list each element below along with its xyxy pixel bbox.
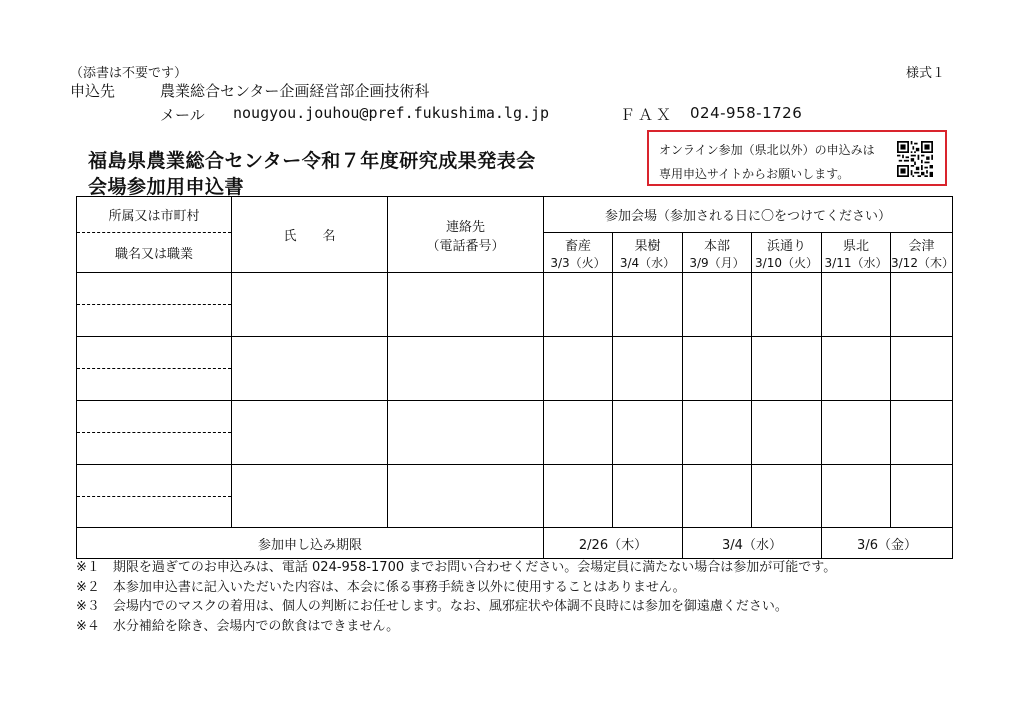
venue-check-cell[interactable] [891, 337, 953, 401]
venue-date: 3/12（木） [891, 255, 954, 270]
page-title: 福島県農業総合センター令和７年度研究成果発表会 [88, 150, 536, 172]
header-affiliation: 所属又は市町村 [77, 197, 232, 233]
venue-check-cell[interactable] [683, 401, 752, 465]
apply-to-org: 農業総合センター企画経営部企画技術科 [160, 82, 430, 100]
deadline-value: 3/4（水） [683, 528, 822, 559]
fax-label: ＦＡＸ [620, 106, 675, 124]
venue-name: 県北 [842, 238, 869, 254]
fax-number: 024-958-1726 [690, 104, 803, 122]
venue-header-cell [891, 233, 953, 273]
note-item: ※３ 会場内でのマスクの着用は、個人の判断にお任せします。なお、風邪症状や体調不良時には参加を御遠慮ください。 [76, 599, 788, 614]
venue-header-cell [752, 233, 822, 273]
venue-check-cell[interactable] [891, 273, 953, 337]
note-item: ※１ 期限を過ぎてのお申込みは、電話 024-958-1700 までお問い合わせください。会場定員に満たない場合は参加が可能です。 [76, 560, 837, 575]
deadline-row [77, 528, 953, 559]
header-job: 職名又は職業 [77, 233, 232, 273]
name-cell[interactable] [232, 273, 388, 337]
venue-check-cell[interactable] [544, 337, 613, 401]
contact-cell[interactable] [388, 337, 544, 401]
venue-check-cell[interactable] [822, 337, 891, 401]
venue-header-cell [822, 233, 891, 273]
qr-code-icon[interactable] [897, 141, 933, 177]
note-item: ※４ 水分補給を除き、会場内での飲食はできません。 [76, 618, 400, 634]
venue-check-cell[interactable] [891, 401, 953, 465]
apply-to-label: 申込先 [70, 82, 116, 100]
venue-check-cell[interactable] [683, 273, 752, 337]
venue-check-cell[interactable] [752, 273, 822, 337]
venue-name: 浜通り [766, 238, 806, 254]
venue-name: 畜産 [564, 238, 591, 254]
venue-date: 3/4（水） [619, 255, 676, 270]
venue-date: 3/11（水） [824, 255, 888, 270]
header-name: 氏 名 [232, 197, 388, 273]
online-application-box [647, 130, 947, 186]
venue-header-cell [544, 233, 613, 273]
affiliation-job-cell[interactable] [77, 273, 232, 337]
header-venue: 参加会場（参加される日に〇をつけてください） [544, 197, 953, 233]
deadline-label: 参加申し込み期限 [77, 528, 544, 559]
entry-row [77, 273, 953, 337]
venue-date: 3/9（月） [689, 255, 745, 270]
venue-check-cell[interactable] [752, 401, 822, 465]
name-cell[interactable] [232, 401, 388, 465]
venue-check-cell[interactable] [683, 337, 752, 401]
mail-address: nougyou.jouhou@pref.fukushima.lg.jp [233, 104, 550, 122]
header-contact [388, 197, 544, 273]
form-number: 様式１ [906, 66, 946, 81]
no-cover-note: （添書は不要です） [70, 66, 188, 81]
deadline-value: 3/6（金） [822, 528, 953, 559]
header-contact-sub: （電話番号） [426, 238, 505, 254]
entry-row [77, 401, 953, 465]
venue-name: 会津 [908, 238, 935, 254]
venue-check-cell[interactable] [613, 401, 683, 465]
affiliation-job-cell[interactable] [77, 465, 232, 528]
note-item: ※２ 本参加申込書に記入いただいた内容は、本会に係る事務手続き以外に使用することはありません。 [76, 579, 686, 595]
notes-list [76, 558, 836, 636]
venue-check-cell[interactable] [822, 273, 891, 337]
affiliation-job-cell[interactable] [77, 337, 232, 401]
venue-check-cell[interactable] [544, 273, 613, 337]
name-cell[interactable] [232, 465, 388, 528]
contact-cell[interactable] [388, 273, 544, 337]
contact-cell[interactable] [388, 465, 544, 528]
affiliation-job-cell[interactable] [77, 401, 232, 465]
venue-check-cell[interactable] [822, 401, 891, 465]
online-note-line1: オンライン参加（県北以外）の申込みは [659, 143, 875, 157]
venue-check-cell[interactable] [544, 465, 613, 528]
venue-name: 本部 [703, 238, 730, 254]
header-contact-label: 連絡先 [445, 219, 485, 235]
venue-check-cell[interactable] [822, 465, 891, 528]
venue-check-cell[interactable] [613, 273, 683, 337]
page-subtitle: 会場参加用申込書 [88, 176, 245, 198]
venue-check-cell[interactable] [613, 465, 683, 528]
venue-check-cell[interactable] [683, 465, 752, 528]
venue-header-cell [683, 233, 752, 273]
application-table [76, 196, 953, 559]
venue-check-cell[interactable] [752, 465, 822, 528]
contact-cell[interactable] [388, 401, 544, 465]
venue-date: 3/3（火） [550, 255, 606, 270]
venue-name: 果樹 [634, 238, 661, 254]
online-note-line2: 専用申込サイトからお願いします。 [659, 167, 850, 181]
venue-check-cell[interactable] [752, 337, 822, 401]
deadline-value: 2/26（木） [544, 528, 683, 559]
venue-header-cell [613, 233, 683, 273]
entry-row [77, 465, 953, 528]
mail-label: メール [160, 106, 205, 124]
venue-check-cell[interactable] [613, 337, 683, 401]
venue-check-cell[interactable] [891, 465, 953, 528]
venue-date: 3/10（火） [755, 255, 818, 270]
venue-check-cell[interactable] [544, 401, 613, 465]
entry-row [77, 337, 953, 401]
name-cell[interactable] [232, 337, 388, 401]
